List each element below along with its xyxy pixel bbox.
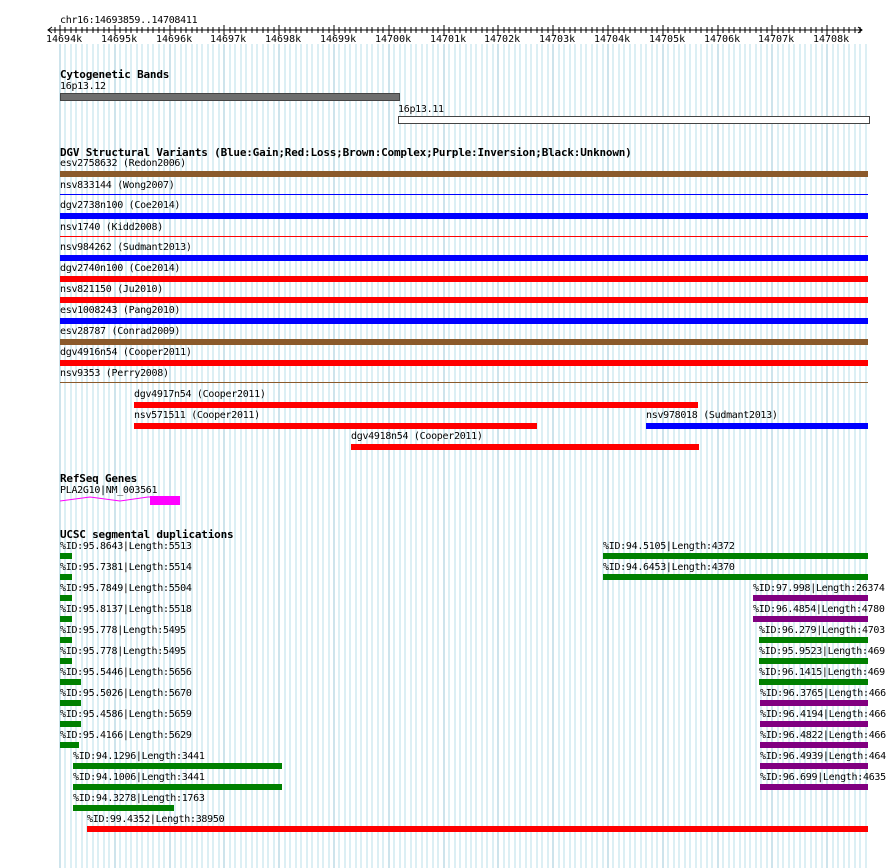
variant-bar[interactable] xyxy=(134,423,537,429)
feature-label: %ID:94.3278|Length:1763 xyxy=(73,793,205,804)
feature-label: %ID:99.4352|Length:38950 xyxy=(87,814,225,825)
segdup-bar[interactable] xyxy=(753,595,868,601)
ruler-tick-label: 14695k xyxy=(101,34,138,45)
feature-label: dgv4917n54 (Cooper2011) xyxy=(134,389,266,400)
segdup-bar[interactable] xyxy=(759,679,868,685)
feature-label: dgv4918n54 (Cooper2011) xyxy=(351,431,483,442)
variant-bar[interactable] xyxy=(60,382,868,383)
ruler-tick-label: 14699k xyxy=(320,34,357,45)
segdup-bar[interactable] xyxy=(760,700,868,706)
feature-label: esv1008243 (Pang2010) xyxy=(60,305,181,316)
feature-label: %ID:95.5026|Length:5670 xyxy=(60,688,192,699)
feature-label: 16p13.12 xyxy=(60,81,106,92)
ruler-tick-label: 14703k xyxy=(539,34,576,45)
segdup-bar[interactable] xyxy=(603,574,868,580)
feature-label: nsv9353 (Perry2008) xyxy=(60,368,169,379)
feature-label: %ID:94.6453|Length:4370 xyxy=(603,562,735,573)
segdup-bar[interactable] xyxy=(60,721,81,727)
feature-label: dgv2740n100 (Coe2014) xyxy=(60,263,181,274)
feature-label: %ID:95.8643|Length:5513 xyxy=(60,541,192,552)
segdup-bar[interactable] xyxy=(73,805,174,811)
feature-label: %ID:96.4822|Length:466 xyxy=(760,730,886,741)
feature-label: %ID:96.4854|Length:4780 xyxy=(753,604,885,615)
ruler-tick-label: 14700k xyxy=(375,34,412,45)
feature-label: %ID:96.4939|Length:464 xyxy=(760,751,886,762)
variant-bar[interactable] xyxy=(60,339,868,345)
feature-label: esv2758632 (Redon2006) xyxy=(60,158,186,169)
track-title-cytobands: Cytogenetic Bands xyxy=(60,68,170,81)
feature-label: %ID:95.7849|Length:5504 xyxy=(60,583,192,594)
segdup-bar[interactable] xyxy=(60,742,79,748)
variant-bar[interactable] xyxy=(60,194,868,195)
feature-label: %ID:95.778|Length:5495 xyxy=(60,625,186,636)
segdup-bar[interactable] xyxy=(759,637,868,643)
feature-label: %ID:94.1006|Length:3441 xyxy=(73,772,205,783)
segdup-bar[interactable] xyxy=(60,616,72,622)
ruler-tick-label: 14702k xyxy=(484,34,521,45)
track-title-segdups: UCSC segmental duplications xyxy=(60,528,234,541)
segdup-bar[interactable] xyxy=(87,826,868,832)
feature-label: nsv978018 (Sudmant2013) xyxy=(646,410,778,421)
feature-label: nsv833144 (Wong2007) xyxy=(60,180,175,191)
feature-label: %ID:95.7381|Length:5514 xyxy=(60,562,192,573)
segdup-bar[interactable] xyxy=(73,763,282,769)
segdup-bar[interactable] xyxy=(760,721,868,727)
segdup-bar[interactable] xyxy=(60,700,81,706)
variant-bar[interactable] xyxy=(60,360,868,366)
gene-model[interactable] xyxy=(60,495,185,507)
segdup-bar[interactable] xyxy=(60,553,72,559)
feature-label: nsv821150 (Ju2010) xyxy=(60,284,163,295)
segdup-bar[interactable] xyxy=(603,553,868,559)
feature-label: %ID:97.998|Length:26374 xyxy=(753,583,885,594)
variant-bar[interactable] xyxy=(60,236,868,237)
ruler-tick-label: 14704k xyxy=(594,34,631,45)
feature-label: %ID:95.4166|Length:5629 xyxy=(60,730,192,741)
segdup-bar[interactable] xyxy=(60,574,72,580)
segdup-bar[interactable] xyxy=(759,658,868,664)
track-title-dgv: DGV Structural Variants (Blue:Gain;Red:Loss;Brown:Complex;Purple:Inversion;Black:Unknown) xyxy=(60,146,632,159)
feature-label: %ID:96.4194|Length:466 xyxy=(760,709,886,720)
feature-label: nsv1740 (Kidd2008) xyxy=(60,222,163,233)
feature-label: nsv571511 (Cooper2011) xyxy=(134,410,260,421)
segdup-bar[interactable] xyxy=(753,616,868,622)
feature-label: %ID:95.778|Length:5495 xyxy=(60,646,186,657)
segdup-bar[interactable] xyxy=(73,784,282,790)
variant-bar[interactable] xyxy=(60,255,868,261)
feature-label: PLA2G10|NM_003561 xyxy=(60,485,158,496)
variant-bar[interactable] xyxy=(351,444,699,450)
ruler-tick-label: 14706k xyxy=(704,34,741,45)
feature-label: 16p13.11 xyxy=(398,104,444,115)
segdup-bar[interactable] xyxy=(60,679,81,685)
segdup-bar[interactable] xyxy=(60,637,72,643)
variant-bar[interactable] xyxy=(60,213,868,219)
feature-label: %ID:94.5105|Length:4372 xyxy=(603,541,735,552)
feature-label: %ID:95.4586|Length:5659 xyxy=(60,709,192,720)
ruler-tick-label: 14705k xyxy=(649,34,686,45)
ruler-tick-label: 14698k xyxy=(265,34,302,45)
feature-label: %ID:95.8137|Length:5518 xyxy=(60,604,192,615)
feature-label: %ID:96.1415|Length:469 xyxy=(759,667,885,678)
feature-label: %ID:95.5446|Length:5656 xyxy=(60,667,192,678)
segdup-bar[interactable] xyxy=(760,742,868,748)
feature-label: %ID:96.279|Length:4703 xyxy=(759,625,885,636)
feature-label: dgv2738n100 (Coe2014) xyxy=(60,200,181,211)
variant-bar[interactable] xyxy=(60,276,868,282)
variant-bar[interactable] xyxy=(646,423,868,429)
feature-label: %ID:94.1296|Length:3441 xyxy=(73,751,205,762)
cytoband-bar[interactable] xyxy=(398,116,870,124)
ruler-tick-label: 14707k xyxy=(758,34,795,45)
segdup-bar[interactable] xyxy=(60,658,72,664)
feature-label: %ID:95.9523|Length:469 xyxy=(759,646,885,657)
ruler-tick-label: 14701k xyxy=(430,34,467,45)
variant-bar[interactable] xyxy=(60,171,868,177)
variant-bar[interactable] xyxy=(134,402,698,408)
variant-bar[interactable] xyxy=(60,318,868,324)
ruler-tick-label: 14708k xyxy=(813,34,850,45)
ruler-tick-label: 14696k xyxy=(156,34,193,45)
segdup-bar[interactable] xyxy=(60,595,72,601)
feature-label: esv28787 (Conrad2009) xyxy=(60,326,181,337)
variant-bar[interactable] xyxy=(60,297,868,303)
feature-label: %ID:96.3765|Length:466 xyxy=(760,688,886,699)
feature-label: nsv984262 (Sudmant2013) xyxy=(60,242,192,253)
cytoband-bar[interactable] xyxy=(60,93,400,101)
feature-label: dgv4916n54 (Cooper2011) xyxy=(60,347,192,358)
track-title-refseq: RefSeq Genes xyxy=(60,472,138,485)
segdup-bar[interactable] xyxy=(760,784,868,790)
segdup-bar[interactable] xyxy=(760,763,868,769)
range-label: chr16:14693859..14708411 xyxy=(60,15,198,26)
feature-label: %ID:96.699|Length:4635 xyxy=(760,772,886,783)
ruler-tick-label: 14697k xyxy=(210,34,247,45)
ruler-tick-label: 14694k xyxy=(46,34,83,45)
